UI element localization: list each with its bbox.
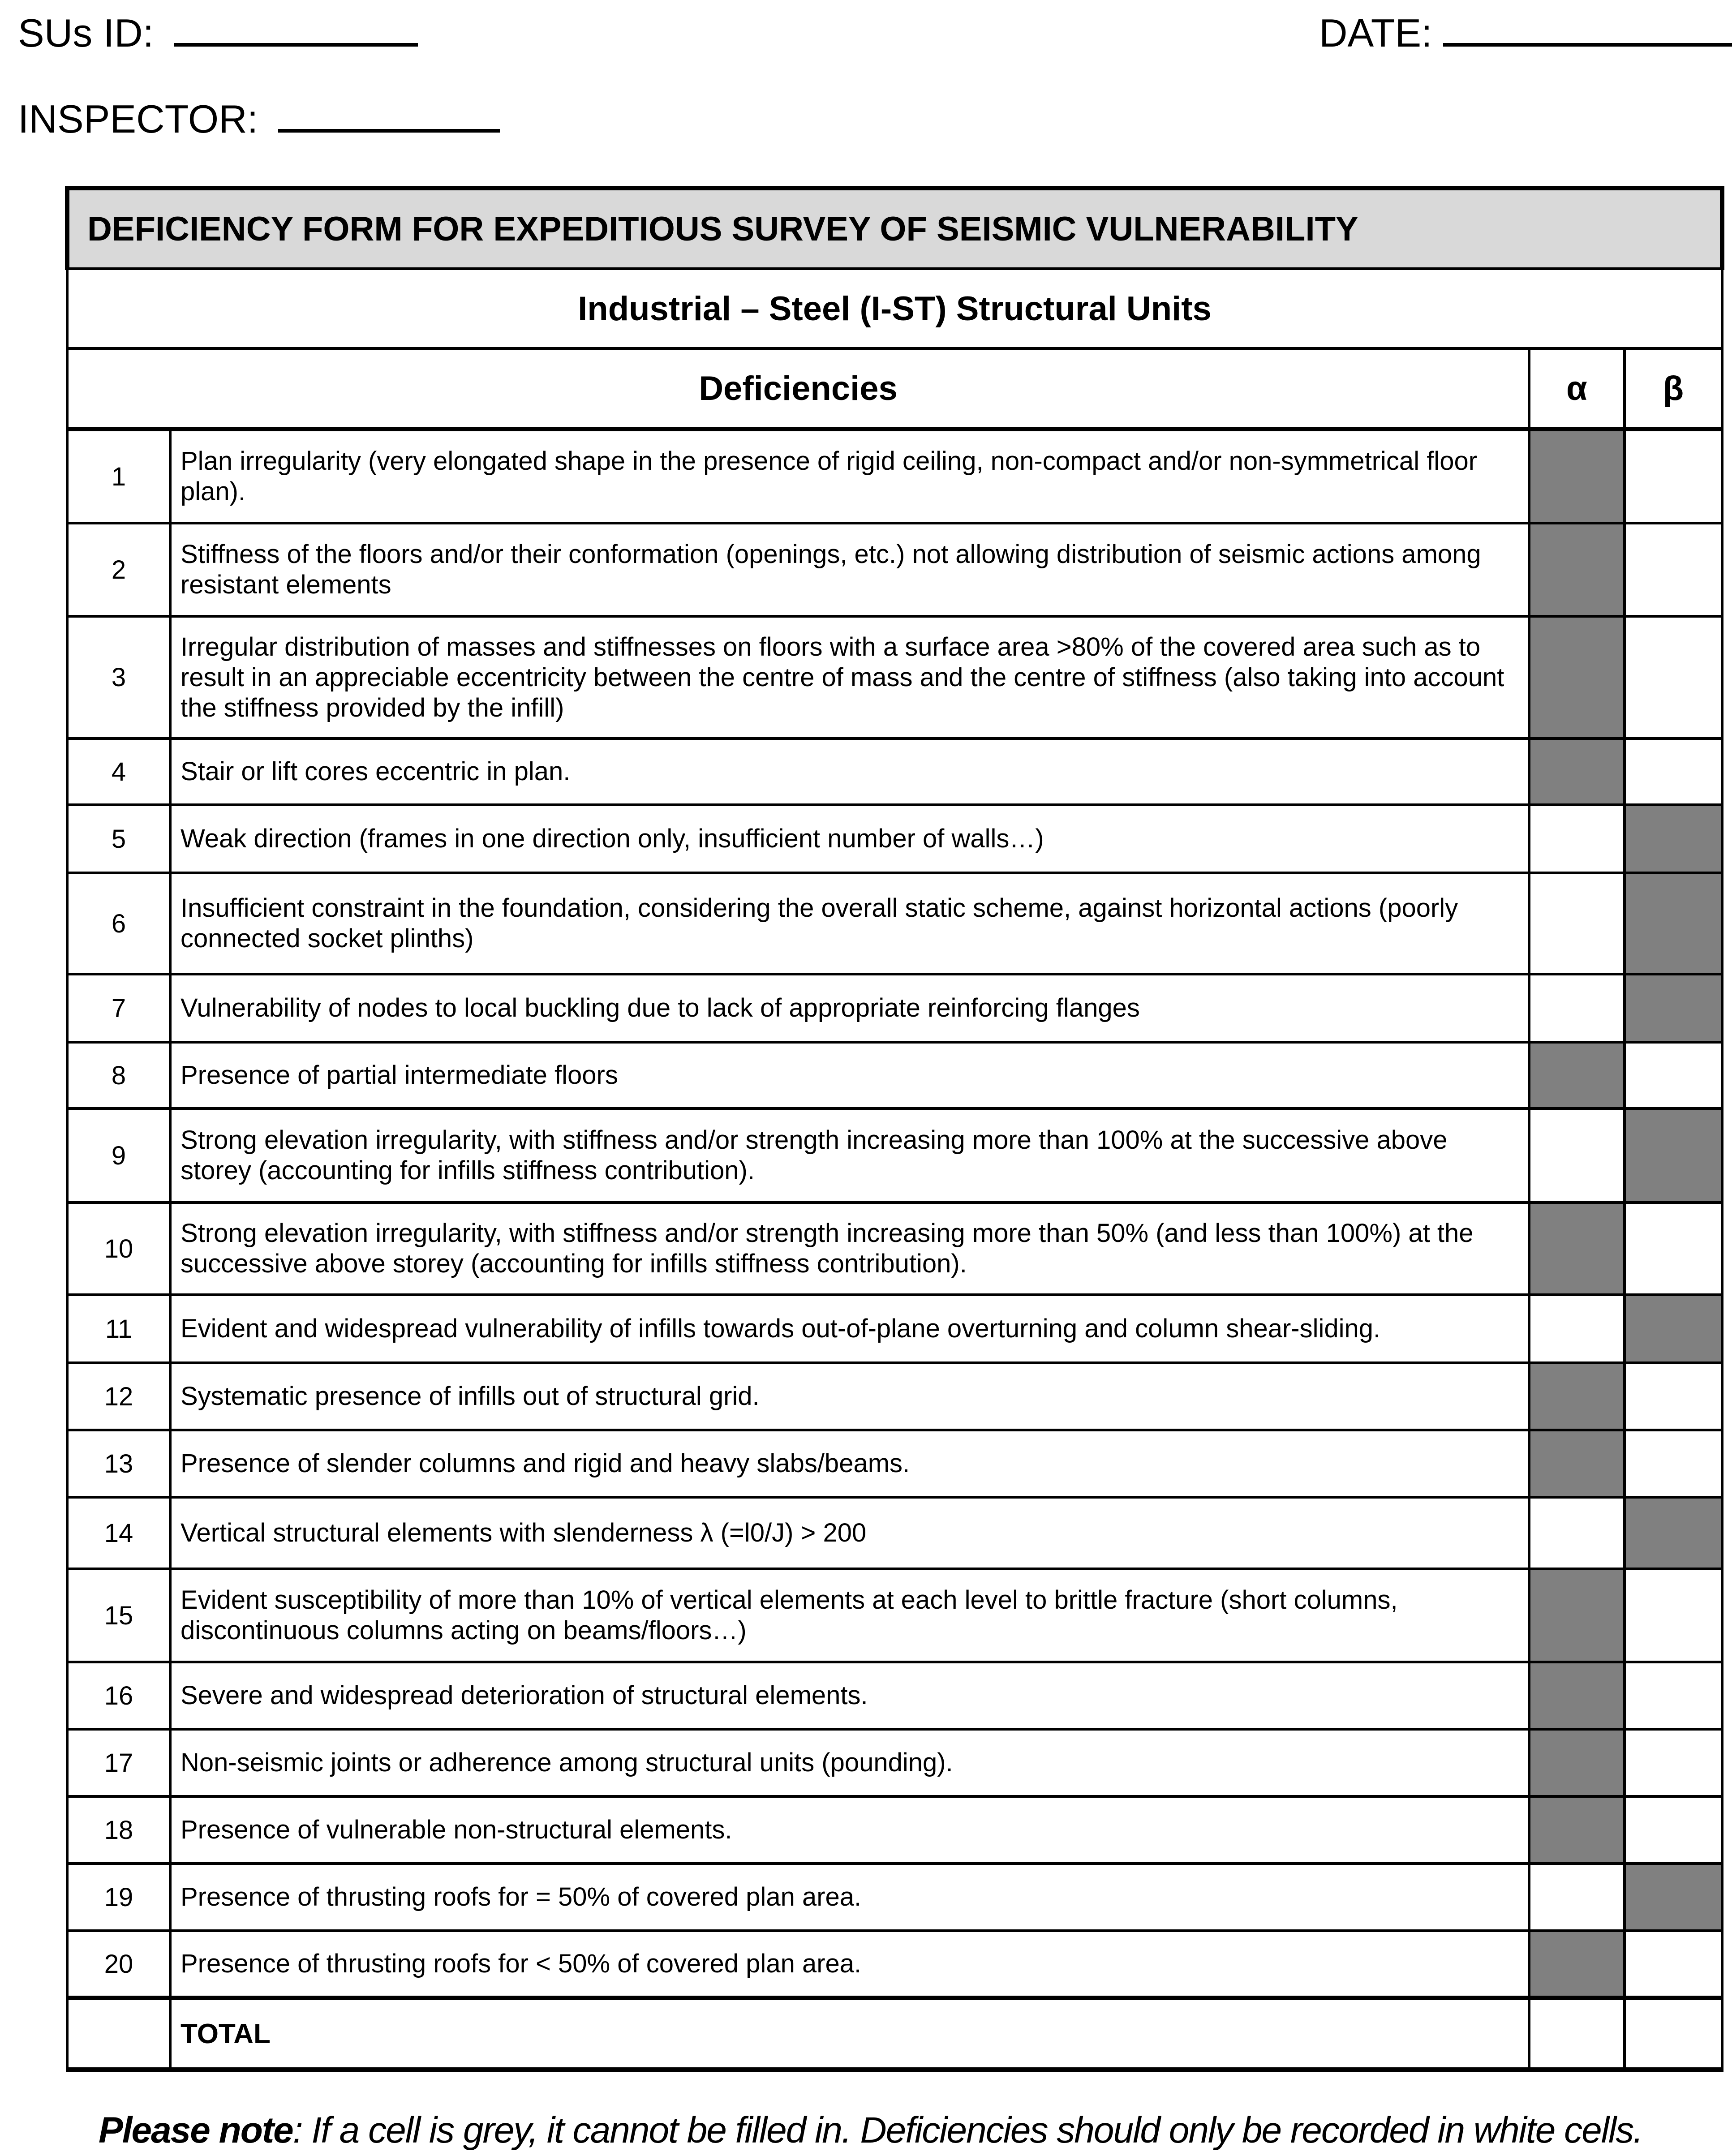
deficiency-row	[67, 1662, 1722, 1729]
row-number: 2	[67, 523, 170, 616]
alpha-cell-disabled	[1529, 523, 1625, 616]
sus-id-label: SUs ID:	[18, 11, 154, 55]
beta-cell[interactable]	[1625, 1931, 1722, 1998]
beta-cell[interactable]	[1625, 1042, 1722, 1108]
beta-cell-disabled	[1625, 805, 1722, 873]
alpha-column-header: α	[1529, 348, 1625, 429]
deficiency-row	[67, 1430, 1722, 1497]
deficiency-row	[67, 1569, 1722, 1662]
row-description: Evident and widespread vulnerability of infills towards out-of-plane overturning and column shear-sliding.	[170, 1295, 1529, 1363]
total-row	[67, 1998, 1722, 2070]
row-number: 5	[67, 805, 170, 873]
row-description: Vulnerability of nodes to local buckling due to lack of appropriate reinforcing flanges	[170, 974, 1529, 1042]
row-number: 11	[67, 1295, 170, 1363]
date-label: DATE:	[1319, 11, 1432, 55]
row-number: 12	[67, 1363, 170, 1430]
deficiency-row	[67, 873, 1722, 974]
row-number: 3	[67, 616, 170, 739]
alpha-cell-disabled	[1529, 429, 1625, 523]
inspector-label: INSPECTOR:	[18, 97, 258, 141]
row-description: Severe and widespread deterioration of structural elements.	[170, 1662, 1529, 1729]
row-number: 17	[67, 1729, 170, 1796]
row-number: 19	[67, 1864, 170, 1931]
row-description: Presence of thrusting roofs for < 50% of covered plan area.	[170, 1931, 1529, 1998]
row-description: Presence of vulnerable non-structural elements.	[170, 1796, 1529, 1864]
beta-cell[interactable]	[1625, 429, 1722, 523]
note-text: : If a cell is grey, it cannot be filled in. Deficiencies should only be recorded in white cells.	[292, 2110, 1642, 2151]
alpha-cell[interactable]	[1529, 873, 1625, 974]
total-num-cell	[67, 1998, 170, 2070]
row-description: Strong elevation irregularity, with stiffness and/or strength increasing more than 100% at the successive above storey (accounting for infills stiffness contribution).	[170, 1108, 1529, 1203]
row-description: Vertical structural elements with slenderness λ (=l0/J) > 200	[170, 1497, 1529, 1569]
total-alpha-cell[interactable]	[1529, 1998, 1625, 2070]
note	[99, 2109, 1642, 2152]
alpha-cell-disabled	[1529, 1363, 1625, 1430]
deficiency-row	[67, 1108, 1722, 1203]
deficiency-row	[67, 1295, 1722, 1363]
row-description: Insufficient constraint in the foundation, considering the overall static scheme, against horizontal actions (poorly connected socket plinths)	[170, 873, 1529, 974]
beta-cell[interactable]	[1625, 739, 1722, 805]
sus-id-blank[interactable]	[174, 16, 418, 47]
alpha-cell[interactable]	[1529, 1864, 1625, 1931]
alpha-cell[interactable]	[1529, 1295, 1625, 1363]
total-label: TOTAL	[170, 1998, 1529, 2070]
beta-cell[interactable]	[1625, 523, 1722, 616]
deficiency-row	[67, 1864, 1722, 1931]
alpha-cell-disabled	[1529, 1931, 1625, 1998]
row-number: 9	[67, 1108, 170, 1203]
row-description: Strong elevation irregularity, with stiffness and/or strength increasing more than 50% (and less than 100%) at the successive above storey (accounting for infills stiffness contribution).	[170, 1203, 1529, 1295]
row-description: Plan irregularity (very elongated shape in the presence of rigid ceiling, non-compact and/or non-symmetrical floor plan).	[170, 429, 1529, 523]
alpha-cell[interactable]	[1529, 1497, 1625, 1569]
row-number: 16	[67, 1662, 170, 1729]
beta-cell-disabled	[1625, 1497, 1722, 1569]
alpha-cell-disabled	[1529, 1042, 1625, 1108]
beta-cell-disabled	[1625, 1108, 1722, 1203]
beta-cell-disabled	[1625, 974, 1722, 1042]
beta-cell-disabled	[1625, 873, 1722, 974]
deficiency-row	[67, 1931, 1722, 1998]
row-number: 1	[67, 429, 170, 523]
row-description: Non-seismic joints or adherence among structural units (pounding).	[170, 1729, 1529, 1796]
deficiency-row	[67, 1363, 1722, 1430]
alpha-cell-disabled	[1529, 1796, 1625, 1864]
row-description: Stiffness of the floors and/or their conformation (openings, etc.) not allowing distribution of seismic actions among resistant elements	[170, 523, 1529, 616]
date-blank[interactable]	[1443, 16, 1732, 47]
beta-cell[interactable]	[1625, 1569, 1722, 1662]
deficiency-row	[67, 974, 1722, 1042]
alpha-cell-disabled	[1529, 1569, 1625, 1662]
row-description: Irregular distribution of masses and stiffnesses on floors with a surface area >80% of the covered area such as to result in an appreciable eccentricity between the centre of mass and the centre of stiffness (also taking into account the stiffness provided by the infill)	[170, 616, 1529, 739]
row-description: Presence of thrusting roofs for = 50% of covered plan area.	[170, 1864, 1529, 1931]
inspector-field	[18, 99, 500, 139]
row-number: 14	[67, 1497, 170, 1569]
row-number: 15	[67, 1569, 170, 1662]
row-number: 10	[67, 1203, 170, 1295]
alpha-cell-disabled	[1529, 1662, 1625, 1729]
row-description: Presence of slender columns and rigid and heavy slabs/beams.	[170, 1430, 1529, 1497]
beta-cell-disabled	[1625, 1295, 1722, 1363]
deficiency-row	[67, 1796, 1722, 1864]
row-description: Weak direction (frames in one direction only, insufficient number of walls…)	[170, 805, 1529, 873]
deficiency-row	[67, 739, 1722, 805]
beta-column-header: β	[1625, 348, 1722, 429]
row-description: Systematic presence of infills out of structural grid.	[170, 1363, 1529, 1430]
beta-cell[interactable]	[1625, 1363, 1722, 1430]
deficiency-form-table	[65, 186, 1724, 2072]
inspector-blank[interactable]	[278, 102, 500, 133]
form-title: DEFICIENCY FORM FOR EXPEDITIOUS SURVEY OF SEISMIC VULNERABILITY	[67, 188, 1722, 269]
beta-cell[interactable]	[1625, 1729, 1722, 1796]
alpha-cell-disabled	[1529, 1430, 1625, 1497]
row-number: 18	[67, 1796, 170, 1864]
deficiency-row	[67, 616, 1722, 739]
deficiency-row	[67, 429, 1722, 523]
beta-cell[interactable]	[1625, 1430, 1722, 1497]
deficiency-row	[67, 1497, 1722, 1569]
deficiency-row	[67, 1203, 1722, 1295]
row-number: 7	[67, 974, 170, 1042]
beta-cell[interactable]	[1625, 1203, 1722, 1295]
note-label: Please note	[99, 2110, 293, 2151]
beta-cell-disabled	[1625, 1864, 1722, 1931]
row-description: Presence of partial intermediate floors	[170, 1042, 1529, 1108]
alpha-cell[interactable]	[1529, 1108, 1625, 1203]
deficiency-row	[67, 1729, 1722, 1796]
row-number: 13	[67, 1430, 170, 1497]
deficiency-row	[67, 1042, 1722, 1108]
total-beta-cell[interactable]	[1625, 1998, 1722, 2070]
alpha-cell-disabled	[1529, 1203, 1625, 1295]
beta-cell[interactable]	[1625, 1796, 1722, 1864]
deficiency-row	[67, 805, 1722, 873]
beta-cell[interactable]	[1625, 616, 1722, 739]
row-number: 4	[67, 739, 170, 805]
alpha-cell-disabled	[1529, 1729, 1625, 1796]
alpha-cell[interactable]	[1529, 974, 1625, 1042]
row-number: 6	[67, 873, 170, 974]
row-description: Evident susceptibility of more than 10% of vertical elements at each level to brittle fracture (short columns, discontinuous columns acting on beams/floors…)	[170, 1569, 1529, 1662]
row-description: Stair or lift cores eccentric in plan.	[170, 739, 1529, 805]
row-number: 20	[67, 1931, 170, 1998]
form-subtitle: Industrial – Steel (I-ST) Structural Units	[67, 269, 1722, 348]
date-field	[1319, 13, 1732, 53]
alpha-cell-disabled	[1529, 739, 1625, 805]
sus-id-field	[18, 13, 418, 53]
deficiencies-column-header: Deficiencies	[67, 348, 1529, 429]
deficiency-row	[67, 523, 1722, 616]
alpha-cell-disabled	[1529, 616, 1625, 739]
alpha-cell[interactable]	[1529, 805, 1625, 873]
beta-cell[interactable]	[1625, 1662, 1722, 1729]
row-number: 8	[67, 1042, 170, 1108]
deficiency-rows	[67, 429, 1722, 1998]
